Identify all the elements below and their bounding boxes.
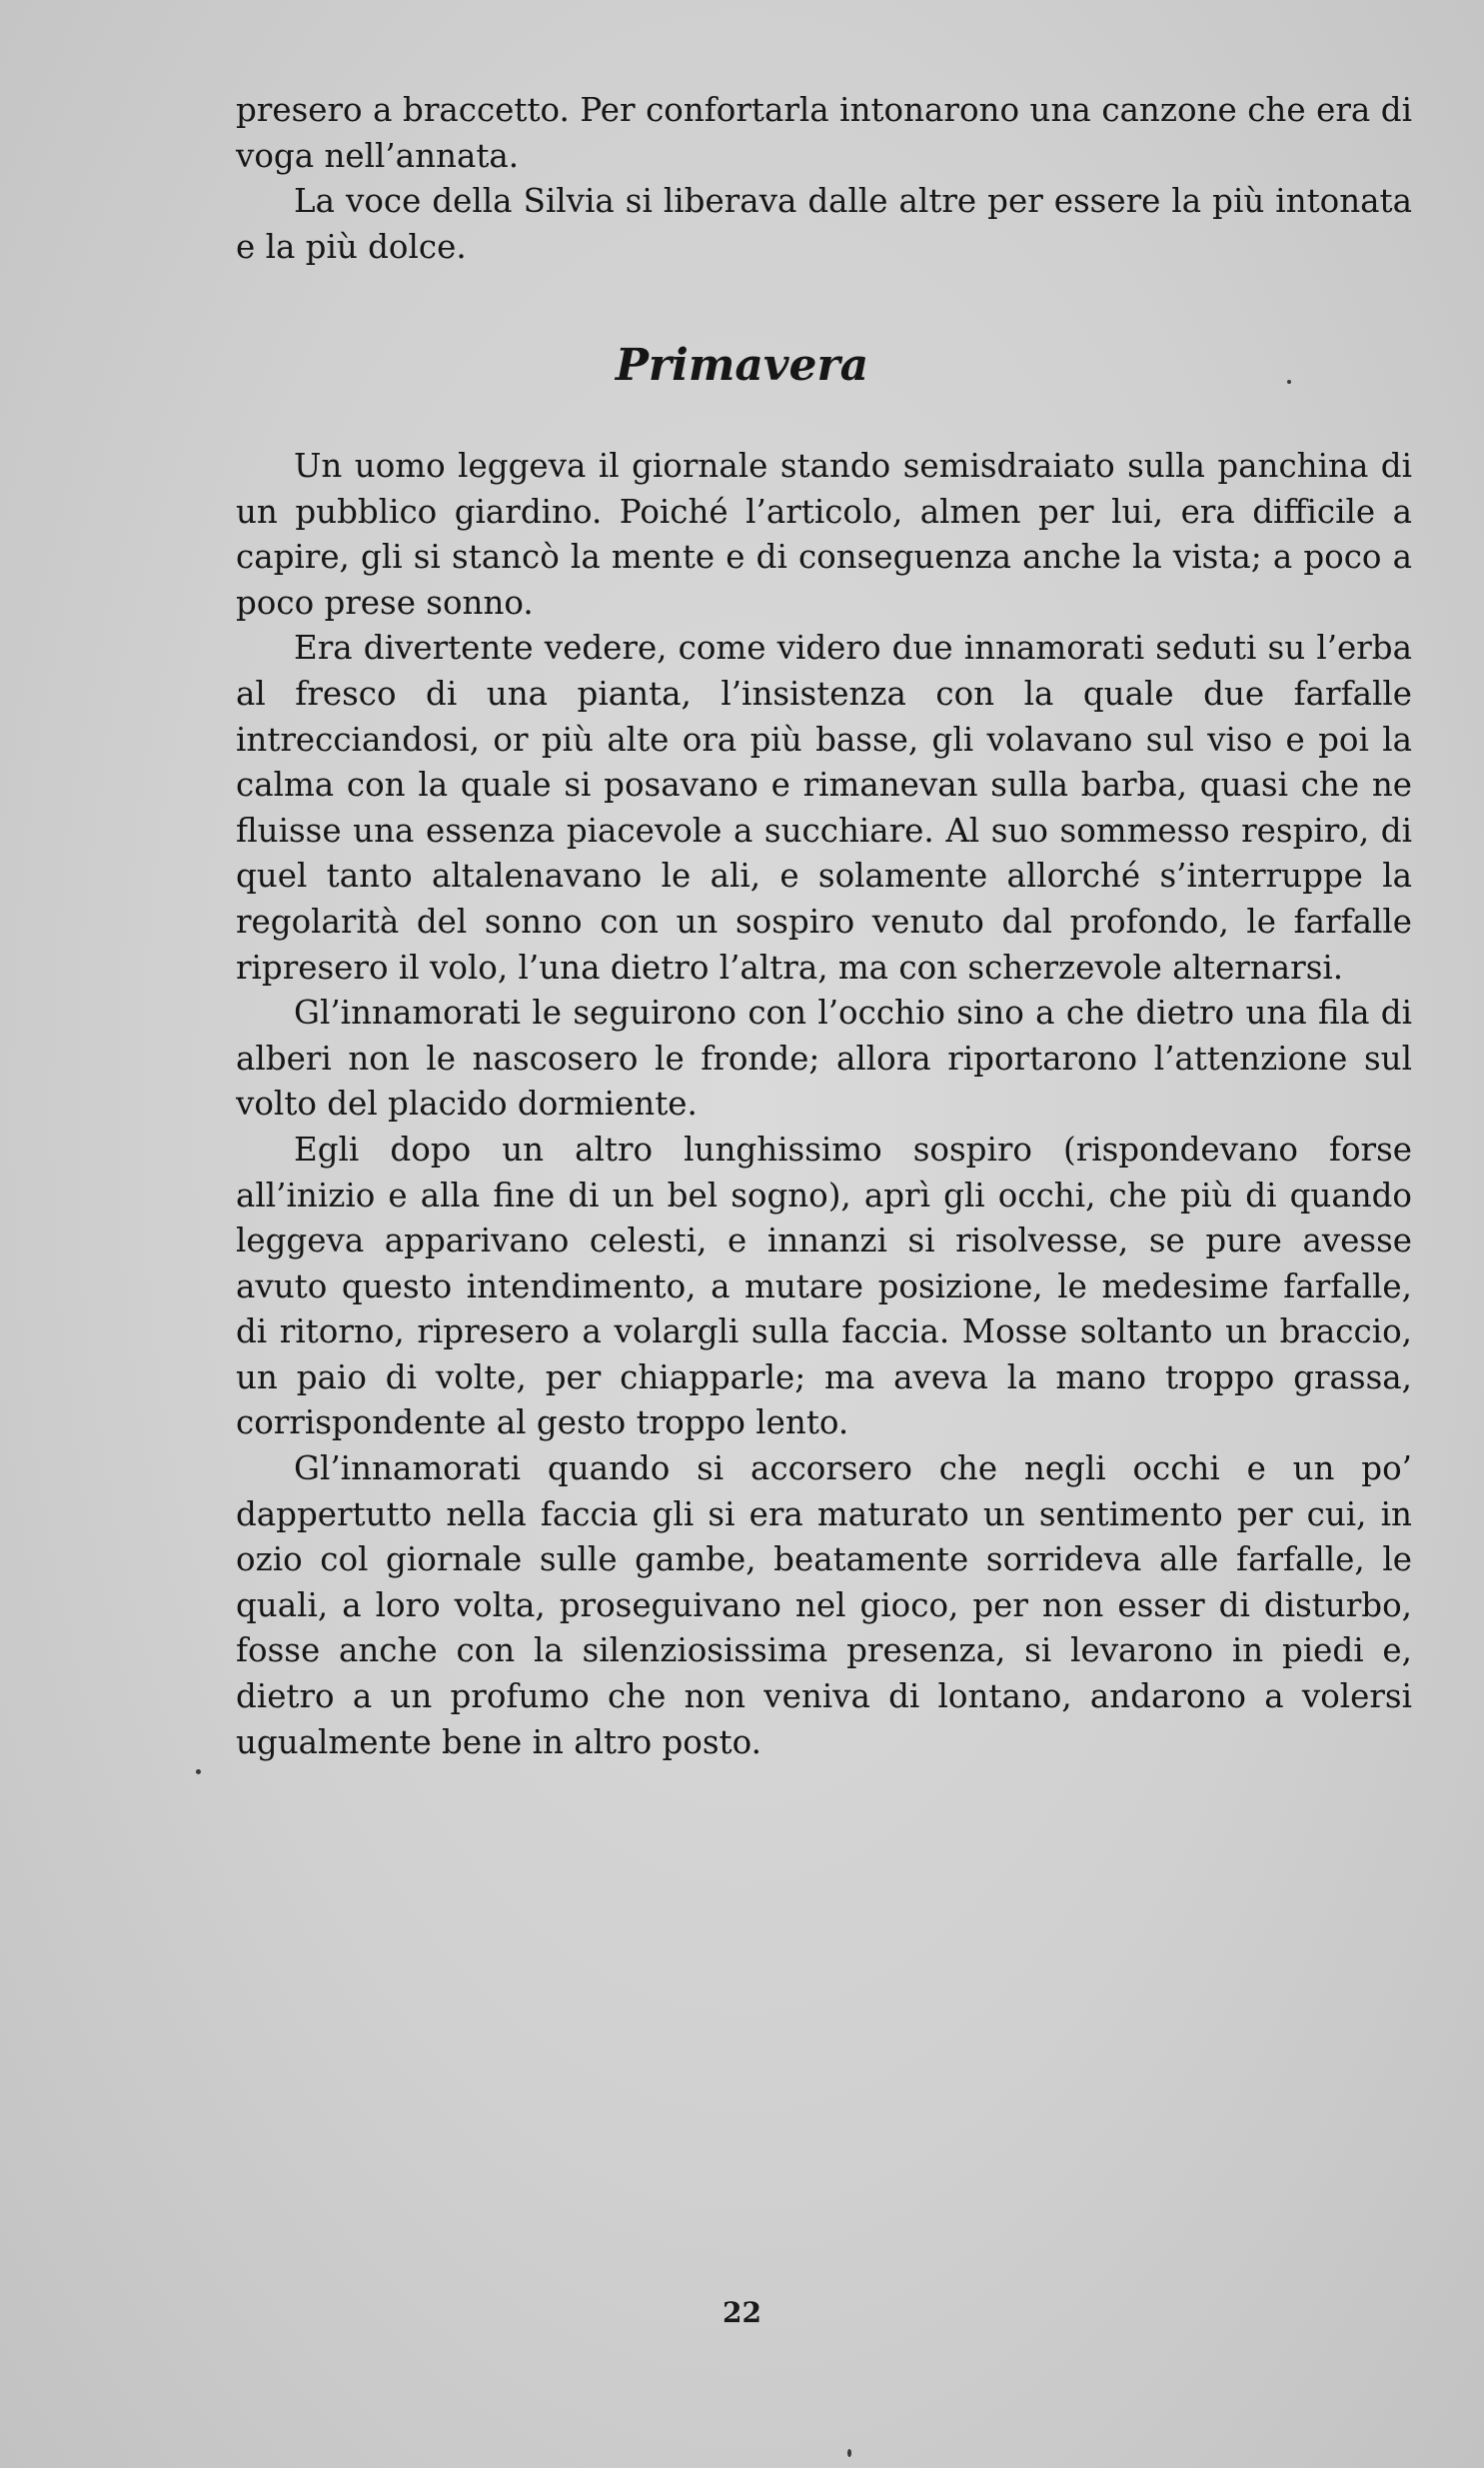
lead-paragraph: presero a braccetto. Per confortarla intonarono una canzone che era di voga nell’annata. [236, 91, 1412, 175]
lead-text [236, 88, 1412, 270]
body-paragraph: Era divertente vedere, come videro due innamorati seduti su l’erba al fresco di una pianta, l’insistenza con la quale due farfalle intrecciandosi, or più alte ora più basse, gli volavano sul viso e poi la calma con la quale si posavano e rimanevan sulla barba, quasi che ne fluisse una essenza piacevole a succhiare. Al suo sommesso respiro, di quel tanto altalenavano le ali, e solamente allorché s’interruppe la regolarità del sonno con un sospiro venuto dal profondo, le farfalle ripresero il volo, l’una dietro l’altra, ma con scherzevole alternarsi. [236, 629, 1412, 987]
lead-paragraph: La voce della Silvia si liberava dalle altre per essere la più intonata e la più dolce. [236, 182, 1412, 266]
body-paragraph: Egli dopo un altro lunghissimo sospiro (rispondevano forse all’inizio e alla fine di un bel sogno), aprì gli occhi, che più di quando leggeva apparivano celesti, e innanzi si risolvesse, se pure avesse avuto questo intendimento, a mutare posizione, le medesime farfalle, di ritorno, ripresero a volargli sulla faccia. Mosse soltanto un braccio, un paio di volte, per chiapparle; ma aveva la mano troppo grassa, corrispondente al gesto troppo lento. [236, 1130, 1412, 1442]
section-title: Primavera [615, 340, 869, 391]
body-paragraph: Un uomo leggeva il giornale stando semisdraiato sulla panchina di un pubblico giardino. Poiché l’articolo, almen per lui, era difficile a capire, gli si stancò la mente e di conseguenza anche la vista; a poco a poco prese sonno. [236, 447, 1412, 622]
body-paragraph: Gl’innamorati quando si accorsero che negli occhi e un po’ dappertutto nella faccia gli si era maturato un sentimento per cui, in ozio col giornale sulle gambe, beatamente sorrideva alle farfalle, le quali, a loro volta, proseguivano nel gioco, per non esser di disturbo, fosse anche con la silenziosissima presenza, si levarono in piedi e, dietro a un profumo che non veniva di lontano, andarono a volersi ugualmente bene in altro posto. [236, 1449, 1412, 1761]
section-body [236, 444, 1412, 1765]
ink-speck [196, 1769, 201, 1774]
page-number: 22 [723, 2296, 761, 2329]
ink-speck [847, 2449, 851, 2457]
ink-speck [1287, 380, 1291, 384]
body-paragraph: Gl’innamorati le seguirono con l’occhio sino a che dietro una fila di alberi non le nascosero le fronde; allora riportarono l’attenzione sul volto del placido dormiente. [236, 994, 1412, 1124]
